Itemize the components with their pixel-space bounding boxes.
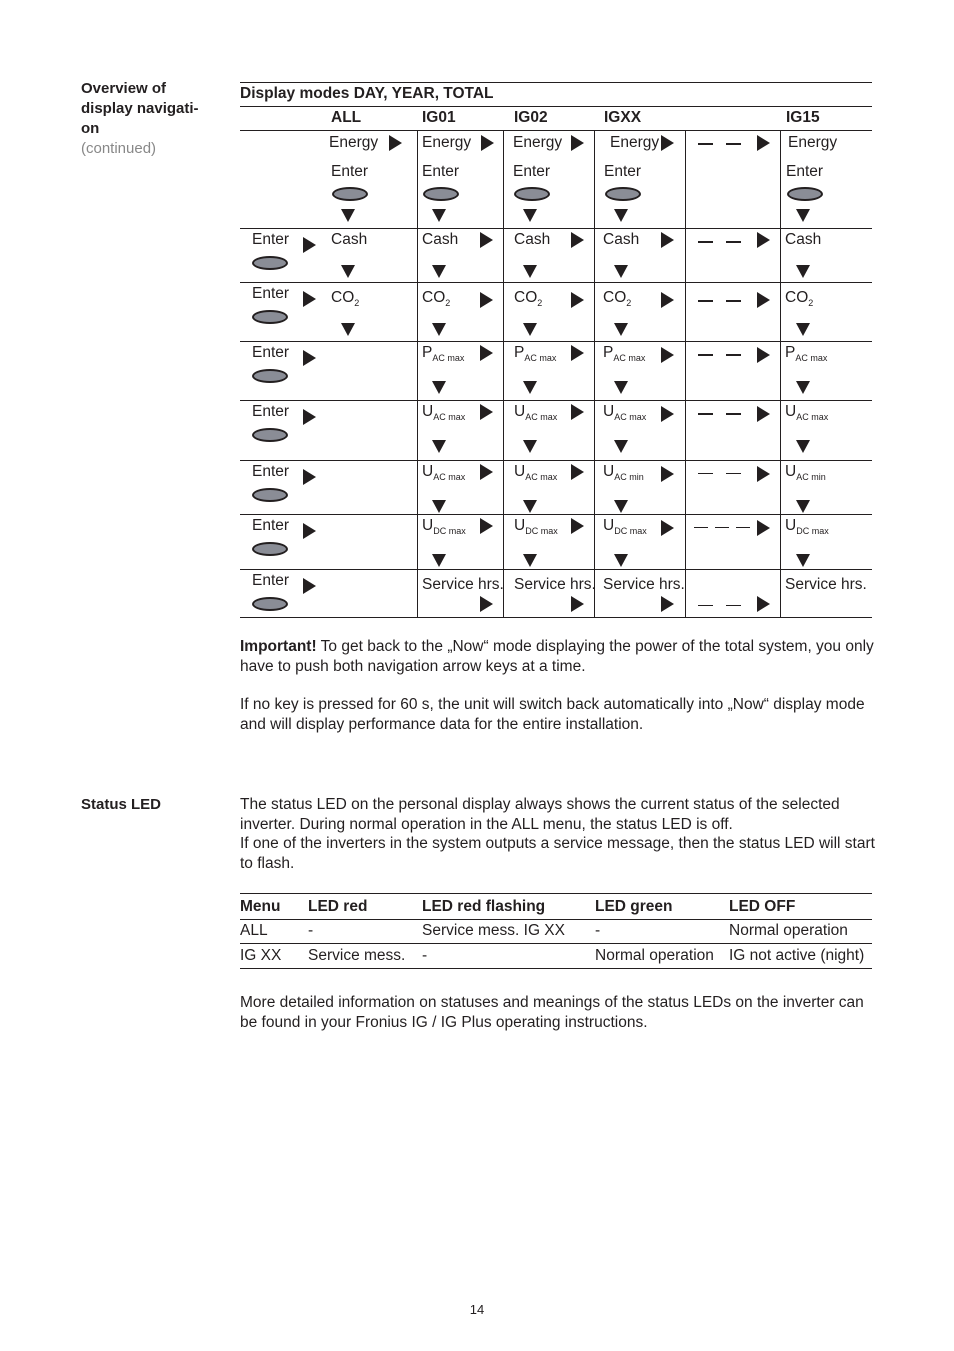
arrow-right-icon — [757, 135, 770, 151]
uacmin-igxx — [603, 463, 644, 486]
header-ig15: IG15 — [786, 109, 820, 126]
pacmax-igxx — [603, 344, 645, 367]
co2-all — [331, 289, 359, 312]
energy-ig01: Energy — [422, 134, 472, 151]
uacmin-ig01-subscript: AC max — [433, 472, 466, 482]
arrow-right-icon — [303, 523, 316, 539]
arrow-right-icon — [571, 292, 584, 308]
row-divider — [240, 341, 872, 342]
uacmax-ig02-main: U — [514, 403, 526, 420]
arrow-down-icon — [341, 265, 355, 278]
column-divider — [685, 130, 686, 617]
column-divider — [417, 130, 418, 617]
row-divider — [240, 569, 872, 570]
row-divider — [240, 400, 872, 401]
status-led-text-1: The status LED on the personal display always shows the current status of the selected inverter. During normal operation in the ALL menu, the status LED is off. — [240, 796, 840, 833]
arrow-right-icon — [757, 347, 770, 363]
arrow-down-icon — [614, 554, 628, 567]
row-divider — [240, 460, 872, 461]
pacmax-igxx-subscript: AC max — [613, 353, 646, 363]
udcmax-ig01-subscript: DC max — [433, 526, 466, 536]
enter-key-icon — [252, 597, 288, 611]
arrow-down-icon — [796, 554, 810, 567]
co2-ig01-subscript: 2 — [445, 298, 451, 308]
table-cell: Normal operation — [595, 947, 714, 964]
row-divider — [240, 228, 872, 229]
pacmax-igxx-main: P — [603, 344, 614, 361]
enter-key-icon — [332, 187, 368, 201]
uacmin-ig02 — [514, 463, 557, 486]
enter-label: Enter — [331, 163, 369, 180]
enter-label: Enter — [252, 463, 290, 480]
arrow-down-icon — [614, 265, 628, 278]
important-label: Important! — [240, 638, 317, 655]
udcmax-igxx-subscript: DC max — [614, 526, 647, 536]
dashes-icon — [698, 354, 713, 356]
column-divider — [780, 130, 781, 617]
continued-label: (continued) — [81, 140, 157, 157]
enter-label: Enter — [252, 231, 290, 248]
dashes-icon — [726, 413, 741, 415]
arrow-down-icon — [523, 500, 537, 513]
section-heading-status-led: Status LED — [81, 796, 162, 813]
uacmax-ig01-main: U — [422, 403, 434, 420]
enter-key-icon — [787, 187, 823, 201]
enter-key-icon — [605, 187, 641, 201]
pacmax-ig01-main: P — [422, 344, 433, 361]
service-hrs-ig15: Service hrs. — [785, 576, 867, 593]
uacmin-ig15 — [785, 463, 826, 486]
arrow-down-icon — [796, 265, 810, 278]
pacmax-ig02-subscript: AC max — [524, 353, 557, 363]
dashes-icon — [698, 605, 713, 606]
arrow-right-icon — [389, 135, 402, 151]
table-cell: IG not active (night) — [729, 947, 865, 964]
co2-ig02-main: CO — [514, 289, 538, 306]
arrow-right-icon — [757, 596, 770, 612]
dashes-icon — [715, 527, 729, 528]
udcmax-ig02-subscript: DC max — [525, 526, 558, 536]
co2-all-main: CO — [331, 289, 355, 306]
udcmax-igxx-main: U — [603, 517, 615, 534]
arrow-right-icon — [571, 135, 584, 151]
arrow-right-icon — [571, 464, 584, 480]
arrow-down-icon — [614, 323, 628, 336]
enter-key-icon — [514, 187, 550, 201]
header-igxx: IGXX — [604, 109, 642, 126]
energy-ig02: Energy — [513, 134, 563, 151]
enter-label: Enter — [513, 163, 551, 180]
arrow-down-icon — [341, 323, 355, 336]
arrow-right-icon — [480, 345, 493, 361]
energy-igxx: Energy — [610, 134, 660, 151]
service-hrs-ig01: Service hrs. — [422, 576, 504, 593]
arrow-down-icon — [432, 323, 446, 336]
table-cell: - — [308, 922, 314, 939]
enter-label: Enter — [252, 285, 290, 302]
uacmin-ig15-subscript: AC min — [796, 472, 826, 482]
arrow-down-icon — [432, 500, 446, 513]
arrow-down-icon — [523, 381, 537, 394]
important-text: To get back to the „Now“ mode displaying the power of the total system, you only have to push both navigation arrow keys at a time. — [240, 638, 874, 675]
dashes-icon — [698, 413, 713, 415]
arrow-right-icon — [303, 291, 316, 307]
cash-all: Cash — [331, 231, 368, 248]
energy-ig15: Energy — [788, 134, 838, 151]
arrow-right-icon — [571, 232, 584, 248]
dashes-icon — [694, 527, 708, 528]
table-cell: Service mess. — [308, 947, 406, 964]
uacmin-ig01-main: U — [422, 463, 434, 480]
uacmax-ig15-subscript: AC max — [796, 412, 829, 422]
arrow-down-icon — [432, 554, 446, 567]
udcmax-ig15-subscript: DC max — [796, 526, 829, 536]
co2-igxx-subscript: 2 — [626, 298, 632, 308]
led-header-off: LED OFF — [729, 898, 796, 915]
arrow-right-icon — [480, 292, 493, 308]
service-hrs-ig02: Service hrs. — [514, 576, 596, 593]
row-divider — [240, 282, 872, 283]
uacmax-igxx-subscript: AC max — [614, 412, 647, 422]
enter-label: Enter — [786, 163, 824, 180]
arrow-right-icon — [571, 518, 584, 534]
arrow-right-icon — [757, 406, 770, 422]
dashes-icon — [698, 300, 713, 302]
arrow-right-icon — [481, 135, 494, 151]
column-divider — [503, 130, 504, 617]
arrow-right-icon — [661, 135, 674, 151]
section-heading-overview — [81, 79, 199, 159]
arrow-right-icon — [303, 237, 316, 253]
udcmax-ig15 — [785, 517, 829, 540]
arrow-right-icon — [757, 466, 770, 482]
arrow-right-icon — [757, 520, 770, 536]
enter-key-icon — [252, 310, 288, 324]
page-number: 14 — [469, 1302, 485, 1317]
cash-ig15: Cash — [785, 231, 822, 248]
dashes-icon — [736, 527, 750, 528]
arrow-down-icon — [614, 381, 628, 394]
table-cell: ALL — [240, 922, 268, 939]
udcmax-ig15-main: U — [785, 517, 797, 534]
co2-ig02 — [514, 289, 542, 312]
arrow-right-icon — [661, 232, 674, 248]
header-all: ALL — [331, 109, 362, 126]
uacmin-ig01 — [422, 463, 465, 486]
udcmax-ig02 — [514, 517, 558, 540]
dashes-icon — [726, 143, 741, 145]
pacmax-ig01-subscript: AC max — [432, 353, 465, 363]
uacmax-igxx — [603, 403, 646, 426]
arrow-down-icon — [523, 554, 537, 567]
arrow-right-icon — [661, 347, 674, 363]
table-cell: IG XX — [240, 947, 282, 964]
enter-label: Enter — [252, 344, 290, 361]
co2-ig15-main: CO — [785, 289, 809, 306]
arrow-down-icon — [432, 440, 446, 453]
uacmin-igxx-subscript: AC min — [614, 472, 644, 482]
arrow-right-icon — [661, 292, 674, 308]
uacmax-ig15 — [785, 403, 828, 426]
arrow-right-icon — [480, 518, 493, 534]
row-divider — [240, 617, 872, 618]
enter-label: Enter — [252, 403, 290, 420]
arrow-down-icon — [523, 265, 537, 278]
dashes-icon — [726, 605, 741, 606]
table-title: Display modes DAY, YEAR, TOTAL — [240, 85, 494, 102]
arrow-down-icon — [432, 381, 446, 394]
enter-label: Enter — [604, 163, 642, 180]
udcmax-igxx — [603, 517, 647, 540]
arrow-right-icon — [757, 292, 770, 308]
dashes-icon — [698, 473, 713, 474]
cash-ig01: Cash — [422, 231, 459, 248]
pacmax-ig01 — [422, 344, 464, 367]
header-ig02: IG02 — [514, 109, 548, 126]
arrow-right-icon — [303, 578, 316, 594]
enter-key-icon — [252, 369, 288, 383]
co2-all-subscript: 2 — [354, 298, 360, 308]
arrow-down-icon — [796, 209, 810, 222]
table-cell: Normal operation — [729, 922, 848, 939]
important-note — [240, 637, 880, 676]
enter-label: Enter — [252, 517, 290, 534]
energy-all: Energy — [329, 134, 379, 151]
pacmax-ig15-main: P — [785, 344, 796, 361]
arrow-right-icon — [571, 404, 584, 420]
heading-line: Overview of — [81, 80, 167, 97]
arrow-right-icon — [303, 350, 316, 366]
arrow-down-icon — [796, 440, 810, 453]
status-led-paragraph — [240, 795, 880, 873]
more-info-paragraph: More detailed information on statuses and meanings of the status LEDs on the inverter can be found in your Fronius IG / IG Plus operating instructions. — [240, 994, 864, 1031]
uacmax-ig01-subscript: AC max — [433, 412, 466, 422]
co2-ig01 — [422, 289, 450, 312]
timeout-note: If no key is pressed for 60 s, the unit will switch back automatically into „Now“ display mode and will display performance data for the entire installation. — [240, 696, 865, 733]
co2-igxx-main: CO — [603, 289, 627, 306]
table-cell: - — [595, 922, 601, 939]
arrow-down-icon — [614, 500, 628, 513]
dashes-icon — [698, 241, 713, 243]
dashes-icon — [698, 143, 713, 145]
arrow-right-icon — [757, 232, 770, 248]
arrow-down-icon — [341, 209, 355, 222]
pacmax-ig02-main: P — [514, 344, 525, 361]
heading-line: display navigati- — [81, 100, 199, 117]
co2-ig15-subscript: 2 — [808, 298, 814, 308]
arrow-down-icon — [796, 381, 810, 394]
enter-key-icon — [252, 488, 288, 502]
uacmax-ig02 — [514, 403, 557, 426]
status-led-text-2: If one of the inverters in the system outputs a service message, then the status LED will start to flash. — [240, 835, 875, 872]
pacmax-ig02 — [514, 344, 556, 367]
arrow-right-icon — [571, 596, 584, 612]
udcmax-ig01 — [422, 517, 466, 540]
enter-label: Enter — [422, 163, 460, 180]
column-divider — [594, 130, 595, 617]
uacmax-ig01 — [422, 403, 465, 426]
enter-label: Enter — [252, 572, 290, 589]
arrow-right-icon — [661, 520, 674, 536]
service-hrs-igxx: Service hrs. — [603, 576, 685, 593]
arrow-down-icon — [523, 323, 537, 336]
arrow-right-icon — [571, 345, 584, 361]
led-header-red-flashing: LED red flashing — [422, 898, 546, 915]
uacmax-ig02-subscript: AC max — [525, 412, 558, 422]
arrow-right-icon — [661, 466, 674, 482]
udcmax-ig01-main: U — [422, 517, 434, 534]
arrow-right-icon — [661, 406, 674, 422]
arrow-right-icon — [480, 232, 493, 248]
pacmax-ig15-subscript: AC max — [795, 353, 828, 363]
arrow-right-icon — [303, 469, 316, 485]
table-cell: Service mess. IG XX — [422, 922, 565, 939]
arrow-down-icon — [796, 323, 810, 336]
co2-ig02-subscript: 2 — [537, 298, 543, 308]
enter-key-icon — [423, 187, 459, 201]
cash-ig02: Cash — [514, 231, 551, 248]
arrow-right-icon — [661, 596, 674, 612]
arrow-right-icon — [480, 404, 493, 420]
led-header-menu: Menu — [240, 898, 281, 915]
header-ig01: IG01 — [422, 109, 456, 126]
arrow-down-icon — [796, 500, 810, 513]
arrow-down-icon — [523, 440, 537, 453]
uacmax-igxx-main: U — [603, 403, 615, 420]
arrow-right-icon — [480, 464, 493, 480]
arrow-down-icon — [432, 209, 446, 222]
co2-igxx — [603, 289, 631, 312]
uacmin-ig15-main: U — [785, 463, 797, 480]
enter-key-icon — [252, 542, 288, 556]
enter-key-icon — [252, 256, 288, 270]
co2-ig15 — [785, 289, 813, 312]
dashes-icon — [726, 354, 741, 356]
enter-key-icon — [252, 428, 288, 442]
cash-igxx: Cash — [603, 231, 640, 248]
dashes-icon — [726, 241, 741, 243]
pacmax-ig15 — [785, 344, 827, 367]
table-cell: - — [422, 947, 428, 964]
arrow-down-icon — [614, 440, 628, 453]
arrow-down-icon — [614, 209, 628, 222]
row-divider — [240, 514, 872, 515]
heading-line: on — [81, 120, 100, 137]
arrow-down-icon — [432, 265, 446, 278]
dashes-icon — [726, 473, 741, 474]
uacmin-igxx-main: U — [603, 463, 615, 480]
led-header-green: LED green — [595, 898, 673, 915]
co2-ig01-main: CO — [422, 289, 446, 306]
arrow-right-icon — [303, 409, 316, 425]
arrow-right-icon — [480, 596, 493, 612]
udcmax-ig02-main: U — [514, 517, 526, 534]
uacmin-ig02-main: U — [514, 463, 526, 480]
arrow-down-icon — [523, 209, 537, 222]
led-header-red: LED red — [308, 898, 368, 915]
uacmax-ig15-main: U — [785, 403, 797, 420]
uacmin-ig02-subscript: AC max — [525, 472, 558, 482]
dashes-icon — [726, 300, 741, 302]
